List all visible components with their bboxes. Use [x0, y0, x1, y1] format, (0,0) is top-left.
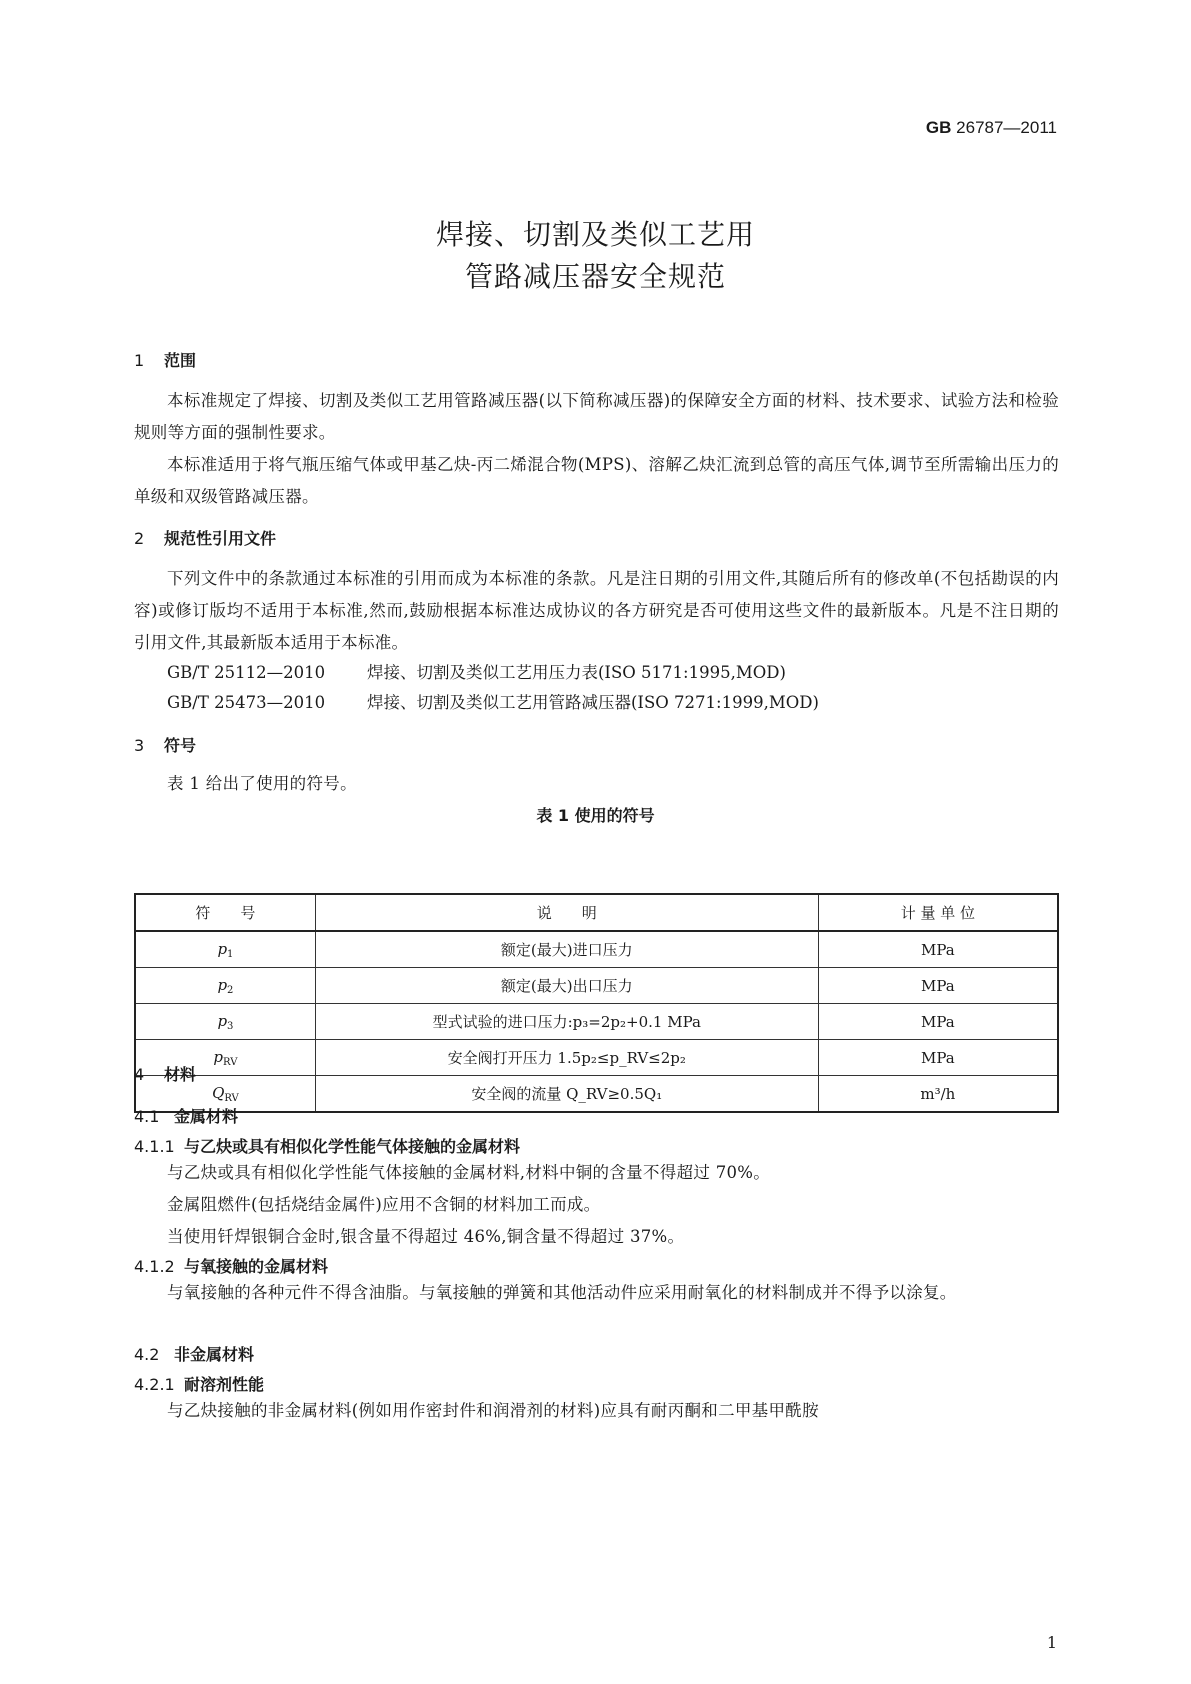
table-row — [135, 968, 1058, 1004]
section-4-heading: 4 材料 — [134, 1065, 197, 1084]
unit-cell: MPa — [818, 968, 1058, 1004]
table-header-row — [135, 894, 1058, 931]
unit-cell: MPa — [818, 1040, 1058, 1076]
section-2-heading: 2 规范性引用文件 — [134, 529, 277, 548]
description-cell: 型式试验的进口压力:p₃=2p₂+0.1 MPa — [315, 1004, 818, 1040]
symbol-cell: $p_3$ — [135, 1004, 315, 1040]
table-caption: 表 1 使用的符号 — [536, 806, 655, 825]
description-cell: 安全阀打开压力 1.5p₂≤p_RV≤2p₂ — [315, 1040, 818, 1076]
reference-item: GB/T 25473—2010 焊接、切割及类似工艺用管路减压器(ISO 7271:1999,MOD) — [167, 693, 819, 712]
document-title-line2: 管路减压器安全规范 — [464, 260, 726, 293]
symbols-table — [134, 893, 1059, 1113]
page-number: 1 — [1046, 1633, 1057, 1652]
table-row — [135, 931, 1058, 968]
subsection-4-1-2-heading: 4.1.2 与氧接触的金属材料 — [134, 1257, 329, 1276]
section-1-heading: 1 范围 — [134, 351, 197, 370]
section-3-heading: 3 符号 — [134, 736, 197, 755]
subsection-4-2-1-paragraph: 与乙炔接触的非金属材料(例如用作密封件和润滑剂的材料)应具有耐丙酮和二甲基甲酰胺 — [167, 1401, 819, 1420]
section-1-paragraph-1: 本标准规定了焊接、切割及类似工艺用管路减压器(以下简称减压器)的保障安全方面的材料、技术要求、试验方法和检验规则等方面的强制性要求。 — [134, 391, 1059, 442]
table-header-cell: 计 量 单 位 — [818, 894, 1058, 931]
table-row — [135, 1040, 1058, 1076]
subsection-4-1-1-paragraph: 当使用钎焊银铜合金时,银含量不得超过 46%,铜含量不得超过 37%。 — [167, 1227, 685, 1246]
symbol-cell: $p_2$ — [135, 968, 315, 1004]
description-cell: 安全阀的流量 Q_RV≥0.5Q₁ — [315, 1076, 818, 1113]
unit-cell: MPa — [818, 1004, 1058, 1040]
unit-cell: MPa — [818, 931, 1058, 968]
symbol-cell: $p_{RV}$ — [135, 1040, 315, 1076]
symbol-cell: $p_1$ — [135, 931, 315, 968]
standard-code: GB 26787—2011 — [925, 118, 1057, 137]
subsection-4-1-1-paragraph: 与乙炔或具有相似化学性能气体接触的金属材料,材料中铜的含量不得超过 70%。 — [167, 1163, 771, 1182]
section-2-paragraph: 下列文件中的条款通过本标准的引用而成为本标准的条款。凡是注日期的引用文件,其随后所有的修改单(不包括勘误的内容)或修订版均不适用于本标准,然而,鼓励根据本标准达成协议的各方研究是否可使用这些文件的最新版本。凡是不注日期的引用文件,其最新版本适用于本标准。 — [134, 569, 1059, 652]
unit-cell: m³/h — [818, 1076, 1058, 1113]
subsection-4-2-1-heading: 4.2.1 耐溶剂性能 — [134, 1375, 265, 1394]
section-1-paragraph-2: 本标准适用于将气瓶压缩气体或甲基乙炔-丙二烯混合物(MPS)、溶解乙炔汇流到总管的高压气体,调节至所需输出压力的单级和双级管路减压器。 — [134, 455, 1059, 506]
description-cell: 额定(最大)进口压力 — [315, 931, 818, 968]
subsection-4-1-2-paragraph: 与氧接触的各种元件不得含油脂。与氧接触的弹簧和其他活动件应采用耐氧化的材料制成并不得予以涂复。 — [167, 1283, 957, 1302]
subsection-4-2-heading: 4.2 非金属材料 — [134, 1345, 255, 1364]
table-row — [135, 1004, 1058, 1040]
table-header-cell: 符 号 — [135, 894, 315, 931]
description-cell: 额定(最大)出口压力 — [315, 968, 818, 1004]
reference-item: GB/T 25112—2010 焊接、切割及类似工艺用压力表(ISO 5171:1995,MOD) — [167, 663, 786, 682]
subsection-4-1-heading: 4.1 金属材料 — [134, 1107, 239, 1126]
subsection-4-1-1-heading: 4.1.1 与乙炔或具有相似化学性能气体接触的金属材料 — [134, 1137, 521, 1156]
table-row — [135, 1076, 1058, 1113]
section-3-intro: 表 1 给出了使用的符号。 — [167, 774, 357, 793]
subsection-4-1-1-paragraph: 金属阻燃件(包括烧结金属件)应用不含铜的材料加工而成。 — [167, 1195, 601, 1214]
symbol-cell: $Q_{RV}$ — [135, 1076, 315, 1113]
document-title-line1: 焊接、切割及类似工艺用 — [435, 218, 755, 251]
table-header-cell: 说 明 — [315, 894, 818, 931]
